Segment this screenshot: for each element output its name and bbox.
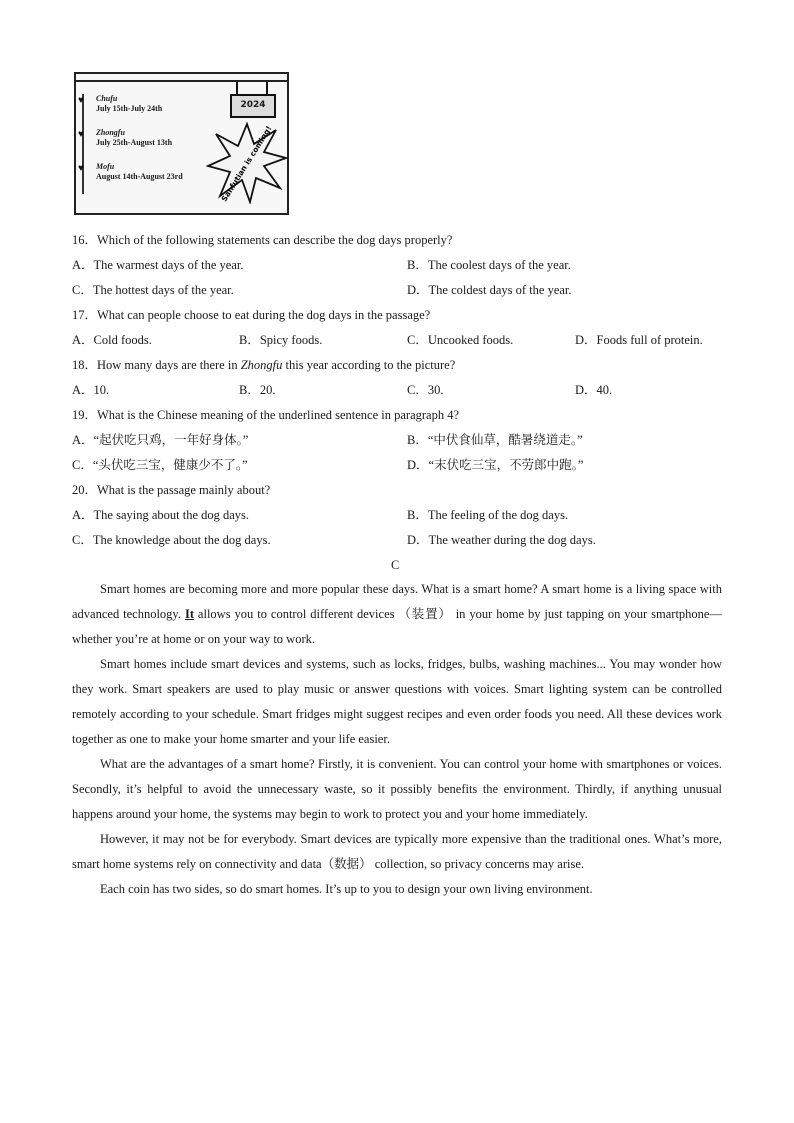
- sign-bar: [76, 80, 287, 82]
- paragraph-3: What are the advantages of a smart home? Firstly, it is convenient. You can control your home with smartphones or voices. Secondly, it’s helpful to avoid the unnecessary waste, so it possibly benefits the environment. Thirdly, if anything unusual happens around your home, the systems may begin to work to protect you and your home immediately.: [72, 757, 722, 821]
- question-18-stem: [72, 357, 455, 373]
- paragraph-4: However, it may not be for everybody. Smart devices are typically more expensive than the traditional ones. What’s more, smart home systems rely on connectivity and data（数据） collection, so privacy concerns may arise.: [72, 832, 722, 871]
- question-18-stem-post: this year according to the picture?: [282, 358, 456, 372]
- dog-days-picture: [74, 72, 289, 215]
- question-20-option-b: B．The feeling of the dog days.: [407, 508, 569, 522]
- question-20-option-d: D．The weather during the dog days.: [407, 533, 596, 547]
- heart-icon: ♥: [78, 129, 84, 140]
- timeline-line: [82, 94, 84, 194]
- question-19-option-b: B．“中伏食仙草，酷暑绕道走。”: [407, 433, 583, 447]
- period-dates: July 15th-July 24th: [96, 104, 163, 113]
- passage-c: [72, 577, 722, 902]
- period-name: Zhongfu: [96, 128, 125, 137]
- period-dates: July 25th-August 13th: [96, 138, 173, 147]
- question-20-stem: 20．What is the passage mainly about?: [72, 483, 271, 497]
- section-label: C: [391, 558, 400, 572]
- period-zhongfu: [96, 128, 172, 148]
- question-19-option-c: C．“头伏吃三宝，健康少不了。”: [72, 458, 248, 472]
- period-name: Chufu: [96, 94, 118, 103]
- year-sign: 2024: [230, 94, 276, 118]
- paragraph-1-b: allows you to control different devices （装置） in your home by just tapping on your smartphone—whether you’re at home or on your way to work.: [72, 607, 722, 646]
- question-19-option-a: A．“起伏吃只鸡，一年好身体。”: [72, 433, 249, 447]
- question-18-option-d: D．40.: [575, 383, 613, 397]
- question-20-option-c: C．The knowledge about the dog days.: [72, 533, 271, 547]
- burst-text: Sanfutian is coming!: [219, 124, 274, 204]
- sign-post: [236, 82, 238, 94]
- question-19-option-d: D．“末伏吃三宝，不劳郎中跑。”: [407, 458, 584, 472]
- question-16-option-d: D．The coldest days of the year.: [407, 283, 572, 297]
- question-18-stem-pre: 18．How many days are there in: [72, 358, 241, 372]
- period-mofu: [96, 162, 183, 182]
- paragraph-1: [72, 577, 722, 652]
- question-17-option-b: B．Spicy foods.: [239, 333, 323, 347]
- question-18-option-b: B．20.: [239, 383, 276, 397]
- question-19-stem: 19．What is the Chinese meaning of the underlined sentence in paragraph 4?: [72, 408, 460, 422]
- starburst-icon: [206, 122, 288, 204]
- question-18-option-c: C．30.: [407, 383, 444, 397]
- paragraph-5: Each coin has two sides, so do smart homes. It’s up to you to design your own living environment.: [100, 882, 593, 896]
- heart-icon: ♥: [78, 95, 84, 106]
- question-18-stem-italic: Zhongfu: [240, 358, 283, 372]
- period-dates: August 14th-August 23rd: [96, 172, 183, 181]
- question-17-option-a: A．Cold foods.: [72, 333, 152, 347]
- question-16-option-a: A．The warmest days of the year.: [72, 258, 244, 272]
- question-20-option-a: A．The saying about the dog days.: [72, 508, 250, 522]
- paragraph-2: Smart homes include smart devices and systems, such as locks, fridges, bulbs, washing machines... You may wonder how they work. Smart speakers are used to play music or answer questions with voices. Smart lighting system can be controlled remotely according to your schedule. Smart fridges might suggest recipes and even order foods you need. All these devices work together as one to make your home smarter and your life easier.: [72, 657, 722, 746]
- paragraph-1-a: Smart homes are becoming more and more popular these days. What is a smart home? A smart home is a living space with advanced technology.: [72, 582, 722, 621]
- question-16-option-c: C．The hottest days of the year.: [72, 283, 234, 297]
- period-chufu: [96, 94, 162, 114]
- period-name: Mofu: [96, 162, 115, 171]
- question-18-option-a: A．10.: [72, 383, 110, 397]
- question-17-stem: 17．What can people choose to eat during the dog days in the passage?: [72, 308, 431, 322]
- question-16-stem: 16．Which of the following statements can describe the dog days properly?: [72, 233, 453, 247]
- sign-post: [266, 82, 268, 94]
- question-17-option-c: C．Uncooked foods.: [407, 333, 514, 347]
- underlined-word: It: [184, 607, 194, 621]
- heart-icon: ♥: [78, 163, 84, 174]
- question-16-option-b: B．The coolest days of the year.: [407, 258, 571, 272]
- question-17-option-d: D．Foods full of protein.: [575, 333, 703, 347]
